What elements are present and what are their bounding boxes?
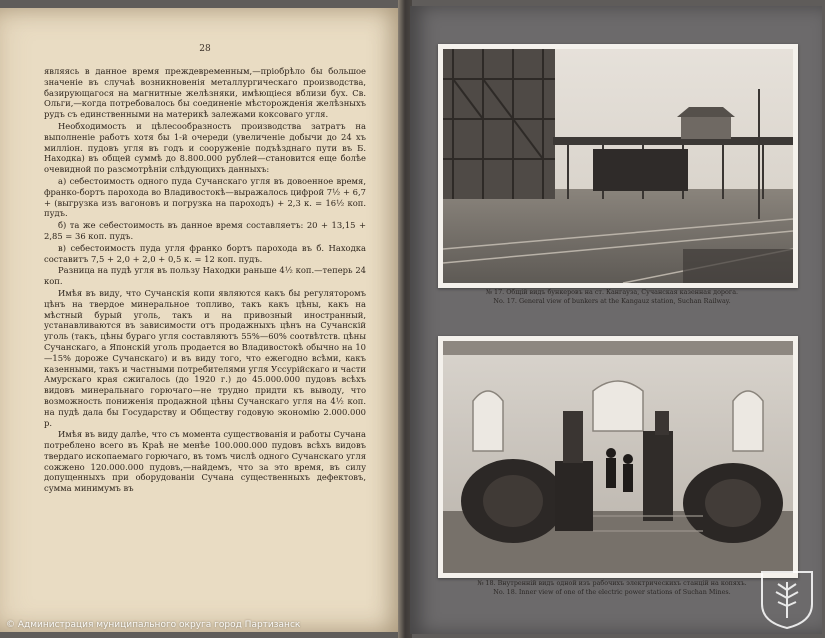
photo-1-caption-ru: № 17. Общій видъ бункеровъ на ст. Кангауза, Сучанская казенная дорога.	[485, 288, 739, 296]
photo-2-caption-en: No. 18. Inner view of one of the electric power stations of Suchan Mines.	[493, 588, 731, 596]
photo-1-caption	[452, 288, 772, 306]
photo-power-station	[438, 336, 798, 578]
photo-bunkers	[438, 44, 798, 288]
paragraph: Имѣя въ виду, что Сучанскія копи являются какъ бы регуляторомъ цѣнъ на твердое минеральное топливо, такъ какъ цѣны, какъ на мѣстный бурый уголь, такъ и на привозный иностранный, устанавливаются въ зависимости отъ продажныхъ цѣнъ на Сучанскій уголь (такъ, цѣны бураго угля составляютъ 55%—60% соотвѣтств. цѣны Сучанскаго, а Японскій уголь продается во Владивостокѣ обычно на 10—15% дороже Сучанскаго) и въ виду того, что ежегодно всѣми, какъ казенными, такъ и частными потребителями угля Уссурійскаго и части Амурскаго края сжигалось (до 1920 г.) до 45.000.000 пудовъ всѣхъ видовъ минеральнаго горючаго—не трудно придти къ выводу, что возможность пониженія продажной цѣны Сучанскаго угля на 4½ коп. на пудѣ дала бы Государству и Обществу годовую экономію 2.000.000 р.	[44, 287, 366, 428]
paragraph: Разница на пудѣ угля въ пользу Находки раньше 4½ коп.—теперь 24 коп.	[44, 265, 366, 287]
municipal-emblem	[758, 568, 816, 630]
photo-1-caption-en: No. 17. General view of bunkers at the Kangauz station, Suchan Railway.	[493, 297, 731, 305]
paragraph: являясь в данное время преждевременным,—пріобрѣло бы большое значеніе въ случаѣ возникновенія металлургическаго производства, базирующагося на магнитные желѣзняки, имѣющіеся вблизи бух. Св. Ольги,—когда потребовалось бы соединеніе мѣсторожденія желѣзныхъ рудъ съ единственными на материкѣ залежами коксоваго угля.	[44, 66, 366, 120]
body-text	[44, 66, 366, 566]
paragraph: Необходимость и цѣлесообразность производства затратъ на выполненіе работъ хотя бы 1-й очереди (увеличеніе добычи до 24 хъ милліон. пудовъ угля въ годъ и сооруженіе подъѣзднаго пути въ Б. Находка) въ общей суммѣ до 8.800.000 рублей—становится еще болѣе очевидной по разсмотрѣніи слѣдующихъ данныхъ:	[44, 120, 366, 175]
paragraph: б) та же себестоимость въ данное время составляетъ: 20 + 13,15 + 2,85 = 36 коп. пудъ.	[44, 220, 366, 241]
paragraph: а) себестоимость одного пуда Сучанскаго угля въ довоенное время, франко-бортъ парохода во Владивостокѣ—выражалось цифрой 7½ + 6,7 + (выгрузка изъ вагоновъ и погрузка на пароходъ) + 2,3 к. = 16½ коп. пудъ.	[44, 175, 366, 219]
bunkers-illustration	[443, 49, 793, 283]
page-number: 28	[199, 44, 211, 54]
power-station-illustration	[443, 341, 793, 573]
paragraph: в) себестоимость пуда угля франко бортъ парохода въ б. Находка составитъ 7,5 + 2,0 + 2,0 + 0,5 к. = 12 коп. пудъ.	[44, 242, 366, 264]
watermark-text: © Администрация муниципального округа город Партизанск	[6, 620, 301, 630]
photo-bunkers-image	[443, 49, 793, 283]
right-page	[410, 6, 822, 634]
left-page	[0, 8, 404, 632]
photo-2-caption	[452, 579, 772, 597]
photo-power-station-image	[443, 341, 793, 573]
photo-2-caption-ru: № 18. Внутренній видъ одной изъ рабочихъ электрическихъ станцій на копяхъ.	[477, 579, 747, 587]
paragraph: Имѣя въ виду далѣе, что съ момента существованія и работы Сучана потреблено всего въ Краѣ не менѣе 100.000.000 пудовъ всѣхъ видовъ твердаго ископаемаго горючаго, въ томъ числѣ одного Сучанскаго угля сожжено 120.000.000 пудовъ,—найдемъ, что за это время, въ силу допущенныхъ при оборудованіи Сучана существенныхъ дефектовъ, сумма минимумъ въ	[44, 429, 366, 494]
